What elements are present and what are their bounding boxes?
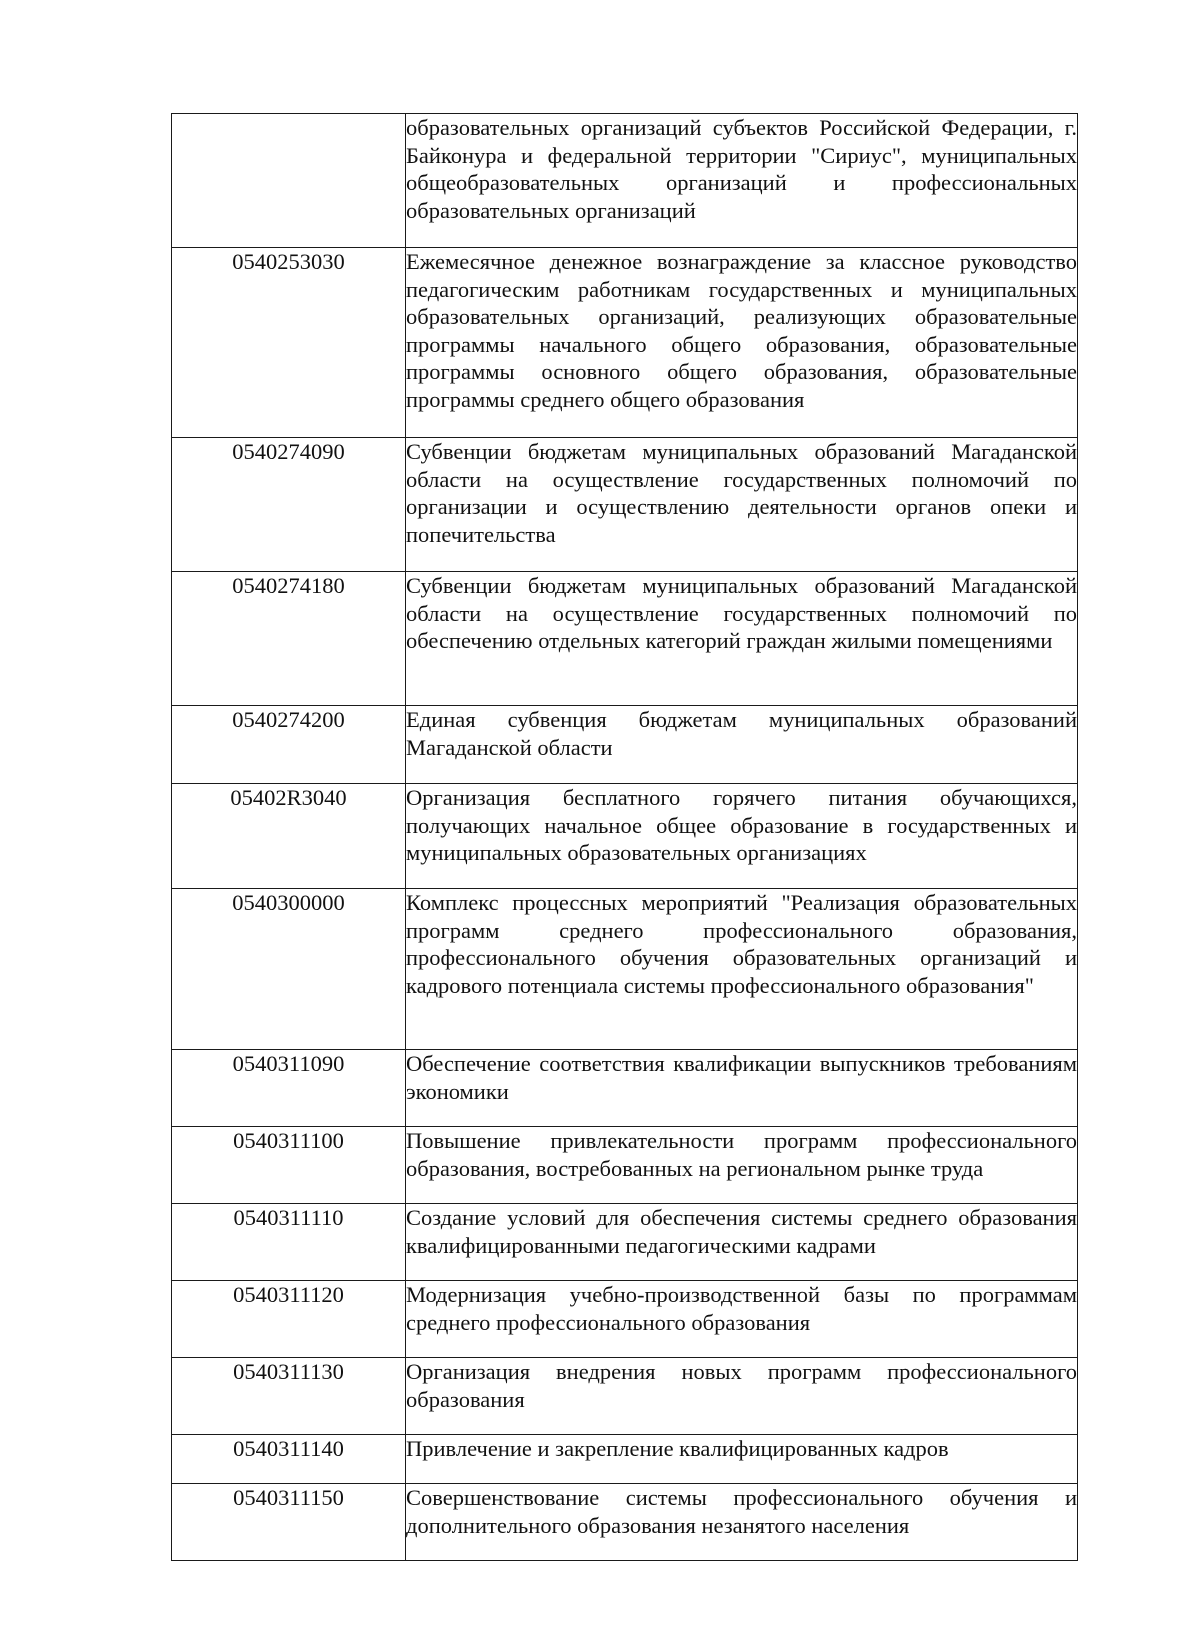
row-code-cell: 0540274180 xyxy=(172,572,406,706)
row-code-cell: 05402R3040 xyxy=(172,784,406,889)
table-row xyxy=(172,114,1078,248)
row-description-cell: Обеспечение соответствия квалификации выпускников требованиям экономики xyxy=(406,1050,1078,1127)
table-row xyxy=(172,1204,1078,1281)
table-row xyxy=(172,889,1078,1050)
row-code-cell: 0540311150 xyxy=(172,1484,406,1561)
row-description-cell: Привлечение и закрепление квалифицированных кадров xyxy=(406,1435,1078,1484)
row-description-cell: Повышение привлекательности программ профессионального образования, востребованных на региональном рынке труда xyxy=(406,1127,1078,1204)
table-row xyxy=(172,1435,1078,1484)
table-row xyxy=(172,706,1078,784)
table-row xyxy=(172,1484,1078,1561)
row-description-cell: Единая субвенция бюджетам муниципальных образований Магаданской области xyxy=(406,706,1078,784)
row-code-cell: 0540311110 xyxy=(172,1204,406,1281)
row-code-cell: 0540311090 xyxy=(172,1050,406,1127)
row-description-cell: Создание условий для обеспечения системы среднего образования квалифицированными педагогическими кадрами xyxy=(406,1204,1078,1281)
table-row xyxy=(172,1127,1078,1204)
budget-classification-table xyxy=(171,113,1078,1561)
row-code-cell xyxy=(172,114,406,248)
table-row xyxy=(172,1358,1078,1435)
row-code-cell: 0540274200 xyxy=(172,706,406,784)
row-description-cell: Организация бесплатного горячего питания обучающихся, получающих начальное общее образование в государственных и муниципальных образовательных организациях xyxy=(406,784,1078,889)
row-code-cell: 0540274090 xyxy=(172,438,406,572)
row-description-cell: Ежемесячное денежное вознаграждение за классное руководство педагогическим работникам государственных и муниципальных образовательных организаций, реализующих образовательные программы начального общего образования, образовательные программы основного общего образования, образовательные программы среднего общего образования xyxy=(406,248,1078,438)
row-description-cell: Комплекс процессных мероприятий "Реализация образовательных программ среднего профессионального образования, профессионального обучения образовательных организаций и кадрового потенциала системы профессионального образования" xyxy=(406,889,1078,1050)
table-row xyxy=(172,1281,1078,1358)
table-row xyxy=(172,438,1078,572)
row-code-cell: 0540300000 xyxy=(172,889,406,1050)
row-code-cell: 0540311140 xyxy=(172,1435,406,1484)
row-code-cell: 0540311120 xyxy=(172,1281,406,1358)
row-description-cell: образовательных организаций субъектов Российской Федерации, г. Байконура и федеральной территории "Сириус", муниципальных общеобразовательных организаций и профессиональных образовательных организаций xyxy=(406,114,1078,248)
table-row xyxy=(172,572,1078,706)
table-row xyxy=(172,1050,1078,1127)
table-row xyxy=(172,248,1078,438)
row-description-cell: Субвенции бюджетам муниципальных образований Магаданской области на осуществление государственных полномочий по обеспечению отдельных категорий граждан жилыми помещениями xyxy=(406,572,1078,706)
row-description-cell: Модернизация учебно-производственной базы по программам среднего профессионального образования xyxy=(406,1281,1078,1358)
table-row xyxy=(172,784,1078,889)
row-description-cell: Совершенствование системы профессионального обучения и дополнительного образования незанятого населения xyxy=(406,1484,1078,1561)
row-description-cell: Организация внедрения новых программ профессионального образования xyxy=(406,1358,1078,1435)
row-code-cell: 0540311130 xyxy=(172,1358,406,1435)
row-code-cell: 0540311100 xyxy=(172,1127,406,1204)
row-description-cell: Субвенции бюджетам муниципальных образований Магаданской области на осуществление государственных полномочий по организации и осуществлению деятельности органов опеки и попечительства xyxy=(406,438,1078,572)
row-code-cell: 0540253030 xyxy=(172,248,406,438)
